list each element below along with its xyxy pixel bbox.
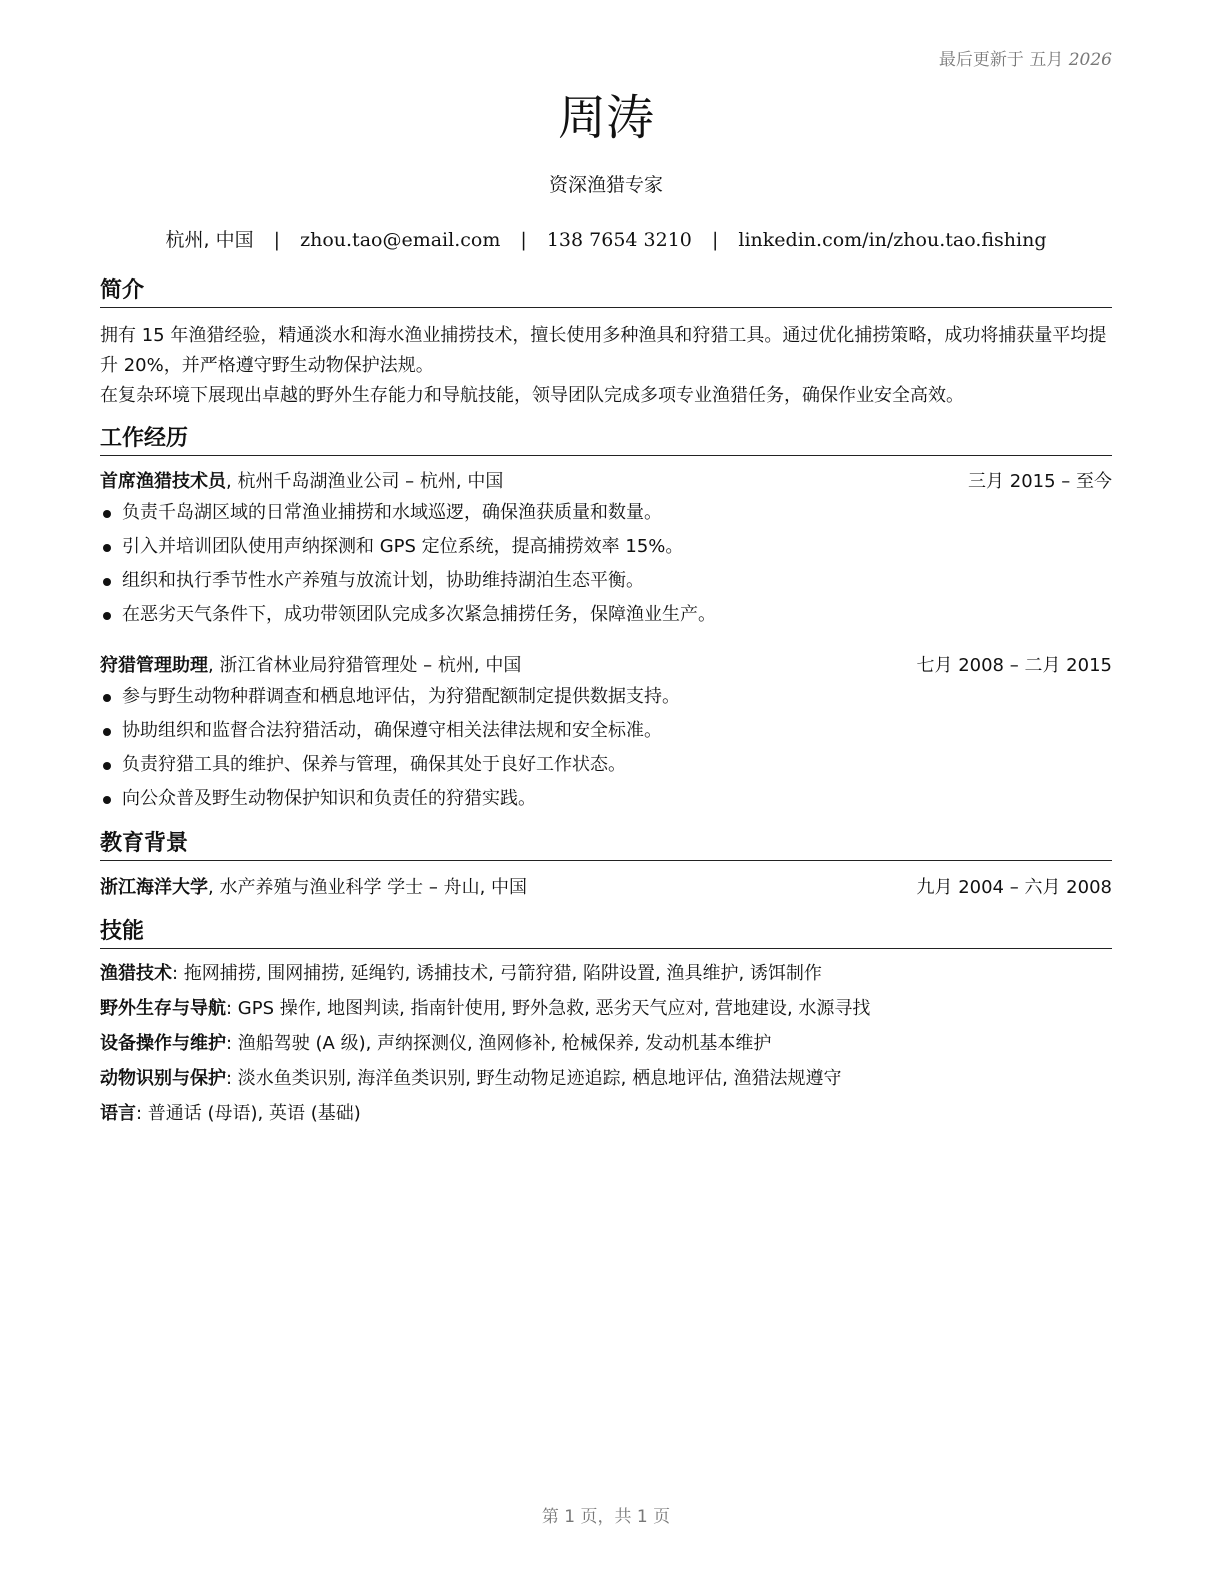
skill-row (100, 959, 1112, 989)
contact-location: 杭州, 中国 (165, 229, 254, 251)
job-org: , 杭州千岛湖渔业公司 – 杭州, 中国 (226, 471, 504, 492)
last-updated-year: 2026 (1068, 50, 1112, 70)
bullet-text: 在恶劣天气条件下，成功带领团队完成多次紧急捕捞任务，保障渔业生产。 (122, 604, 716, 625)
skill-row (100, 1029, 1112, 1059)
skill-row (100, 994, 1112, 1024)
list-item (100, 716, 1112, 750)
skill-label: 渔猎技术 (100, 963, 172, 984)
bullet-text: 负责千岛湖区域的日常渔业捕捞和水域巡逻，确保渔获质量和数量。 (122, 502, 662, 523)
education-school: 浙江海洋大学 (100, 877, 208, 898)
list-item (100, 498, 1112, 532)
candidate-name: 周涛 (557, 90, 654, 146)
bullet-dot (103, 510, 111, 518)
section-title-skills: 技能 (100, 918, 1112, 949)
bullet-dot (103, 694, 111, 702)
job-bullets (100, 498, 1112, 634)
job-dates: 三月 2015 – 至今 (968, 471, 1112, 492)
skill-row (100, 1099, 1112, 1129)
skill-row (100, 1064, 1112, 1094)
resume-page (100, 0, 1112, 1584)
contact-line (100, 225, 1112, 252)
bullet-text: 参与野生动物种群调查和栖息地评估，为狩猎配额制定提供数据支持。 (122, 686, 680, 707)
bullet-text: 向公众普及野生动物保护知识和负责任的狩猎实践。 (122, 788, 536, 809)
job-role: 首席渔猎技术员 (100, 471, 226, 492)
skill-value: : GPS 操作, 地图判读, 指南针使用, 野外急救, 恶劣天气应对, 营地建设, 水源寻找 (226, 998, 871, 1019)
skill-label: 设备操作与维护 (100, 1033, 226, 1054)
skill-value: : 淡水鱼类识别, 海洋鱼类识别, 野生动物足迹追踪, 栖息地评估, 渔猎法规遵守 (226, 1068, 842, 1089)
list-item (100, 532, 1112, 566)
summary-paragraph: 拥有 15 年渔猎经验，精通淡水和海水渔业捕捞技术，擅长使用多种渔具和狩猎工具。通过优化捕捞策略，成功将捕获量平均提升 20%，并严格遵守野生动物保护法规。 (100, 325, 1107, 376)
list-item (100, 566, 1112, 600)
skill-value: : 渔船驾驶 (A 级), 声纳探测仪, 渔网修补, 枪械保养, 发动机基本维护 (226, 1033, 772, 1054)
contact-email-link[interactable]: zhou.tao@email.com (300, 229, 501, 251)
bullet-text: 负责狩猎工具的维护、保养与管理，确保其处于良好工作状态。 (122, 754, 626, 775)
skill-value: : 普通话 (母语), 英语 (基础) (136, 1103, 361, 1124)
bullet-text: 协助组织和监督合法狩猎活动，确保遵守相关法律法规和安全标准。 (122, 720, 662, 741)
education-detail: , 水产养殖与渔业科学 学士 – 舟山, 中国 (208, 877, 528, 898)
last-updated (939, 45, 1112, 70)
candidate-headline: 资深渔猎专家 (548, 174, 663, 196)
bullet-text: 组织和执行季节性水产养殖与放流计划，协助维持湖泊生态平衡。 (122, 570, 644, 591)
contact-separator: | (520, 229, 527, 251)
job-bullets (100, 682, 1112, 818)
skill-label: 动物识别与保护 (100, 1068, 226, 1089)
job-dates: 七月 2008 – 二月 2015 (916, 655, 1112, 676)
skill-value: : 拖网捕捞, 围网捕捞, 延绳钓, 诱捕技术, 弓箭狩猎, 陷阱设置, 渔具维护, 诱饵制作 (172, 963, 822, 984)
job-role: 狩猎管理助理 (100, 655, 208, 676)
list-item (100, 682, 1112, 716)
section-title-education: 教育背景 (100, 830, 1112, 861)
page-number: 第 1 页，共 1 页 (541, 1507, 671, 1527)
bullet-text: 引入并培训团队使用声纳探测和 GPS 定位系统，提高捕捞效率 15%。 (122, 536, 684, 557)
list-item (100, 600, 1112, 634)
education-dates: 九月 2004 – 六月 2008 (916, 877, 1112, 898)
contact-separator: | (273, 229, 281, 251)
contact-phone: 138 7654 3210 (546, 229, 692, 251)
summary-paragraph: 在复杂环境下展现出卓越的野外生存能力和导航技能，领导团队完成多项专业渔猎任务，确保作业安全高效。 (100, 385, 964, 406)
section-title-experience: 工作经历 (100, 425, 1112, 456)
bullet-dot (103, 578, 111, 586)
skill-label: 语言 (100, 1103, 136, 1124)
bullet-dot (103, 796, 111, 804)
section-title-summary: 简介 (100, 277, 1112, 308)
bullet-dot (103, 762, 111, 770)
skill-label: 野外生存与导航 (100, 998, 226, 1019)
list-item (100, 784, 1112, 818)
last-updated-label: 最后更新于 五月 (938, 50, 1064, 70)
contact-separator: | (711, 229, 719, 251)
bullet-dot (103, 612, 111, 620)
bullet-dot (103, 728, 111, 736)
job-org: , 浙江省林业局狩猎管理处 – 杭州, 中国 (208, 655, 522, 676)
contact-linkedin-link[interactable]: linkedin.com/in/zhou.tao.fishing (738, 229, 1047, 251)
bullet-dot (103, 544, 111, 552)
list-item (100, 750, 1112, 784)
